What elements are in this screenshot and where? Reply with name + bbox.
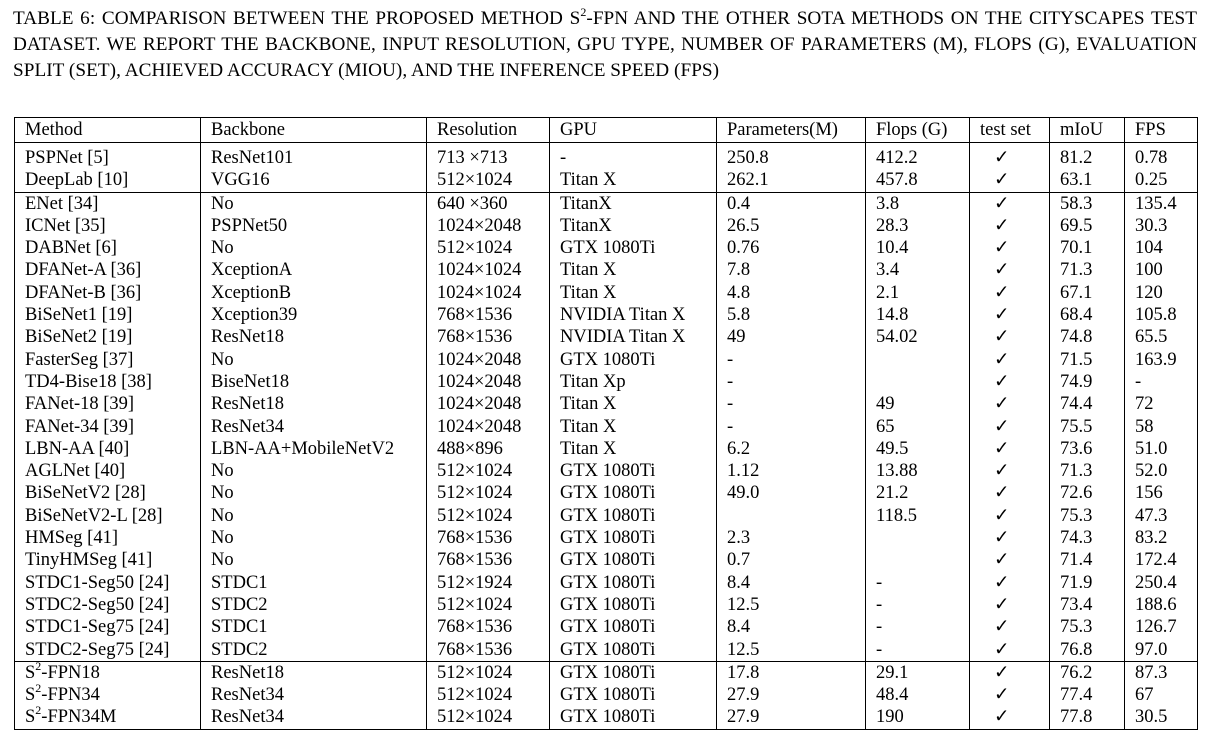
cell-gpu: GTX 1080Ti <box>550 616 717 638</box>
cell-flops: 412.2 <box>866 143 970 170</box>
cell-parameters: - <box>717 371 866 393</box>
cell-resolution: 1024×2048 <box>427 215 550 237</box>
table-row <box>15 237 1198 259</box>
cell-flops: 54.02 <box>866 326 970 348</box>
cell-backbone: ResNet34 <box>201 416 427 438</box>
cell-miou: 81.2 <box>1050 143 1125 170</box>
cell-fps: 100 <box>1125 259 1198 281</box>
table-row <box>15 706 1198 729</box>
cell-backbone: PSPNet50 <box>201 215 427 237</box>
cell-gpu: GTX 1080Ti <box>550 349 717 371</box>
cell-test-set: ✓ <box>970 438 1050 460</box>
cell-fps: 120 <box>1125 282 1198 304</box>
cell-resolution: 512×1024 <box>427 460 550 482</box>
method-superscript: 2 <box>35 658 42 673</box>
cell-method: STDC1-Seg50 [24] <box>15 572 201 594</box>
cell-miou: 75.3 <box>1050 505 1125 527</box>
cell-gpu: GTX 1080Ti <box>550 549 717 571</box>
cell-test-set: ✓ <box>970 143 1050 170</box>
cell-method: DABNet [6] <box>15 237 201 259</box>
cell-method: DFANet-A [36] <box>15 259 201 281</box>
cell-gpu: NVIDIA Titan X <box>550 304 717 326</box>
table-row <box>15 460 1198 482</box>
cell-backbone: ResNet18 <box>201 326 427 348</box>
cell-method: BiSeNetV2 [28] <box>15 482 201 504</box>
col-header-method: Method <box>15 118 201 143</box>
table-row <box>15 616 1198 638</box>
table-row <box>15 549 1198 571</box>
cell-miou: 76.2 <box>1050 661 1125 684</box>
cell-method: BiSeNet1 [19] <box>15 304 201 326</box>
cell-method: PSPNet [5] <box>15 143 201 170</box>
cell-flops <box>866 349 970 371</box>
cell-miou: 71.9 <box>1050 572 1125 594</box>
cell-flops: 65 <box>866 416 970 438</box>
cell-test-set: ✓ <box>970 304 1050 326</box>
table-row <box>15 215 1198 237</box>
table-row <box>15 572 1198 594</box>
cell-parameters: 4.8 <box>717 282 866 304</box>
cell-parameters: 27.9 <box>717 706 866 729</box>
cell-miou: 67.1 <box>1050 282 1125 304</box>
cell-resolution: 713 ×713 <box>427 143 550 170</box>
table-row <box>15 169 1198 192</box>
cell-flops: 49 <box>866 393 970 415</box>
cell-parameters: 5.8 <box>717 304 866 326</box>
cell-miou: 71.4 <box>1050 549 1125 571</box>
cell-miou: 77.8 <box>1050 706 1125 729</box>
cell-method: ENet [34] <box>15 192 201 215</box>
cell-gpu: GTX 1080Ti <box>550 460 717 482</box>
cell-backbone: No <box>201 482 427 504</box>
table-row <box>15 661 1198 684</box>
cell-method: TD4-Bise18 [38] <box>15 371 201 393</box>
cell-miou: 76.8 <box>1050 639 1125 662</box>
cell-resolution: 768×1536 <box>427 304 550 326</box>
cell-parameters: 26.5 <box>717 215 866 237</box>
caption-text-start: TABLE 6: COMPARISON BETWEEN THE PROPOSED METHOD S <box>13 8 581 29</box>
cell-backbone: VGG16 <box>201 169 427 192</box>
cell-test-set: ✓ <box>970 527 1050 549</box>
col-header-flops: Flops (G) <box>866 118 970 143</box>
cell-gpu: GTX 1080Ti <box>550 527 717 549</box>
cell-miou: 71.3 <box>1050 460 1125 482</box>
cell-backbone: No <box>201 192 427 215</box>
cell-method: FANet-18 [39] <box>15 393 201 415</box>
cell-fps: 250.4 <box>1125 572 1198 594</box>
cell-gpu: GTX 1080Ti <box>550 482 717 504</box>
cell-gpu: Titan X <box>550 416 717 438</box>
cell-gpu: Titan X <box>550 259 717 281</box>
cell-gpu: - <box>550 143 717 170</box>
cell-fps: 105.8 <box>1125 304 1198 326</box>
cell-resolution: 1024×1024 <box>427 282 550 304</box>
cell-resolution: 512×1024 <box>427 505 550 527</box>
cell-backbone: LBN-AA+MobileNetV2 <box>201 438 427 460</box>
cell-gpu: GTX 1080Ti <box>550 237 717 259</box>
cell-gpu: GTX 1080Ti <box>550 706 717 729</box>
table-header-row <box>15 118 1198 143</box>
comparison-table <box>14 117 1198 730</box>
table-row <box>15 416 1198 438</box>
cell-backbone: STDC2 <box>201 639 427 662</box>
cell-test-set: ✓ <box>970 549 1050 571</box>
cell-method: STDC2-Seg50 [24] <box>15 594 201 616</box>
cell-flops: 21.2 <box>866 482 970 504</box>
cell-miou: 72.6 <box>1050 482 1125 504</box>
cell-parameters: 7.8 <box>717 259 866 281</box>
cell-flops: 49.5 <box>866 438 970 460</box>
cell-flops: 48.4 <box>866 684 970 706</box>
caption-superscript: 2 <box>580 4 587 19</box>
cell-backbone: XceptionA <box>201 259 427 281</box>
cell-fps: 67 <box>1125 684 1198 706</box>
cell-test-set: ✓ <box>970 639 1050 662</box>
cell-fps: 65.5 <box>1125 326 1198 348</box>
cell-test-set: ✓ <box>970 616 1050 638</box>
cell-method: DeepLab [10] <box>15 169 201 192</box>
cell-resolution: 512×1024 <box>427 661 550 684</box>
table-row <box>15 282 1198 304</box>
table-body <box>15 143 1198 730</box>
cell-resolution: 768×1536 <box>427 326 550 348</box>
cell-flops: 13.88 <box>866 460 970 482</box>
cell-backbone: No <box>201 505 427 527</box>
cell-parameters: 250.8 <box>717 143 866 170</box>
cell-resolution: 512×1024 <box>427 594 550 616</box>
table-row <box>15 594 1198 616</box>
cell-miou: 73.4 <box>1050 594 1125 616</box>
table-row <box>15 684 1198 706</box>
cell-flops: 2.1 <box>866 282 970 304</box>
cell-fps: 156 <box>1125 482 1198 504</box>
cell-test-set: ✓ <box>970 169 1050 192</box>
cell-fps: 172.4 <box>1125 549 1198 571</box>
cell-backbone: ResNet34 <box>201 706 427 729</box>
cell-gpu: Titan X <box>550 282 717 304</box>
cell-resolution: 768×1536 <box>427 639 550 662</box>
cell-fps: 163.9 <box>1125 349 1198 371</box>
cell-fps: 0.25 <box>1125 169 1198 192</box>
cell-resolution: 640 ×360 <box>427 192 550 215</box>
cell-flops: - <box>866 594 970 616</box>
cell-test-set: ✓ <box>970 482 1050 504</box>
cell-resolution: 512×1024 <box>427 706 550 729</box>
col-header-parameters: Parameters(M) <box>717 118 866 143</box>
cell-gpu: GTX 1080Ti <box>550 639 717 662</box>
cell-flops: - <box>866 616 970 638</box>
cell-method: AGLNet [40] <box>15 460 201 482</box>
cell-backbone: No <box>201 549 427 571</box>
cell-test-set: ✓ <box>970 594 1050 616</box>
col-header-backbone: Backbone <box>201 118 427 143</box>
cell-flops: 14.8 <box>866 304 970 326</box>
cell-test-set: ✓ <box>970 349 1050 371</box>
table-row <box>15 438 1198 460</box>
cell-resolution: 1024×2048 <box>427 416 550 438</box>
cell-parameters: 8.4 <box>717 616 866 638</box>
cell-miou: 69.5 <box>1050 215 1125 237</box>
table-row <box>15 192 1198 215</box>
cell-backbone: ResNet18 <box>201 661 427 684</box>
cell-flops: 3.4 <box>866 259 970 281</box>
cell-method: STDC2-Seg75 [24] <box>15 639 201 662</box>
cell-test-set: ✓ <box>970 259 1050 281</box>
cell-flops <box>866 527 970 549</box>
cell-parameters: 12.5 <box>717 594 866 616</box>
cell-method: $S^2-FPN34M$ <box>15 706 201 729</box>
cell-backbone: BiseNet18 <box>201 371 427 393</box>
cell-fps: 87.3 <box>1125 661 1198 684</box>
cell-gpu: TitanX <box>550 192 717 215</box>
cell-backbone: No <box>201 349 427 371</box>
cell-test-set: ✓ <box>970 393 1050 415</box>
cell-backbone: XceptionB <box>201 282 427 304</box>
cell-miou: 75.3 <box>1050 616 1125 638</box>
cell-miou: 70.1 <box>1050 237 1125 259</box>
cell-method: $S^2-FPN34$ <box>15 684 201 706</box>
cell-fps: 52.0 <box>1125 460 1198 482</box>
cell-miou: 71.5 <box>1050 349 1125 371</box>
cell-backbone: Xception39 <box>201 304 427 326</box>
cell-method: FasterSeg [37] <box>15 349 201 371</box>
cell-resolution: 768×1536 <box>427 527 550 549</box>
cell-test-set: ✓ <box>970 371 1050 393</box>
cell-flops: 457.8 <box>866 169 970 192</box>
cell-miou: 58.3 <box>1050 192 1125 215</box>
cell-test-set: ✓ <box>970 505 1050 527</box>
cell-flops: - <box>866 639 970 662</box>
cell-test-set: ✓ <box>970 237 1050 259</box>
cell-fps: 135.4 <box>1125 192 1198 215</box>
cell-fps: 97.0 <box>1125 639 1198 662</box>
col-header-test-set: test set <box>970 118 1050 143</box>
cell-method: HMSeg [41] <box>15 527 201 549</box>
col-header-fps: FPS <box>1125 118 1198 143</box>
cell-miou: 68.4 <box>1050 304 1125 326</box>
cell-fps: 188.6 <box>1125 594 1198 616</box>
cell-flops: 28.3 <box>866 215 970 237</box>
cell-parameters: 0.76 <box>717 237 866 259</box>
table-row <box>15 371 1198 393</box>
cell-parameters: 0.7 <box>717 549 866 571</box>
cell-parameters: 1.12 <box>717 460 866 482</box>
cell-method: DFANet-B [36] <box>15 282 201 304</box>
cell-miou: 71.3 <box>1050 259 1125 281</box>
cell-flops: - <box>866 572 970 594</box>
cell-fps: 30.5 <box>1125 706 1198 729</box>
cell-parameters: 8.4 <box>717 572 866 594</box>
cell-fps: 83.2 <box>1125 527 1198 549</box>
cell-gpu: GTX 1080Ti <box>550 684 717 706</box>
cell-fps: 30.3 <box>1125 215 1198 237</box>
cell-resolution: 1024×2048 <box>427 393 550 415</box>
cell-backbone: No <box>201 237 427 259</box>
cell-miou: 63.1 <box>1050 169 1125 192</box>
cell-parameters: 0.4 <box>717 192 866 215</box>
cell-backbone: No <box>201 527 427 549</box>
table-row <box>15 482 1198 504</box>
cell-fps: 47.3 <box>1125 505 1198 527</box>
cell-flops: 190 <box>866 706 970 729</box>
cell-gpu: TitanX <box>550 215 717 237</box>
cell-gpu: Titan X <box>550 438 717 460</box>
cell-resolution: 512×1024 <box>427 482 550 504</box>
cell-fps: - <box>1125 371 1198 393</box>
cell-gpu: Titan Xp <box>550 371 717 393</box>
cell-backbone: STDC1 <box>201 616 427 638</box>
cell-backbone: ResNet101 <box>201 143 427 170</box>
cell-gpu: Titan X <box>550 393 717 415</box>
cell-gpu: Titan X <box>550 169 717 192</box>
cell-resolution: 1024×1024 <box>427 259 550 281</box>
cell-miou: 73.6 <box>1050 438 1125 460</box>
cell-resolution: 1024×2048 <box>427 371 550 393</box>
cell-parameters: 6.2 <box>717 438 866 460</box>
cell-method: $S^2-FPN18$ <box>15 661 201 684</box>
cell-fps: 58 <box>1125 416 1198 438</box>
cell-gpu: GTX 1080Ti <box>550 661 717 684</box>
table-row <box>15 393 1198 415</box>
cell-gpu: GTX 1080Ti <box>550 572 717 594</box>
cell-parameters: 262.1 <box>717 169 866 192</box>
cell-method: ICNet [35] <box>15 215 201 237</box>
cell-flops: 3.8 <box>866 192 970 215</box>
cell-fps: 72 <box>1125 393 1198 415</box>
table-row <box>15 143 1198 170</box>
table-row <box>15 304 1198 326</box>
cell-miou: 74.8 <box>1050 326 1125 348</box>
table-row <box>15 639 1198 662</box>
cell-flops: 118.5 <box>866 505 970 527</box>
cell-parameters: 49 <box>717 326 866 348</box>
cell-test-set: ✓ <box>970 215 1050 237</box>
caption-text-end: -FPN AND THE OTHER SOTA METHODS ON THE CITYSCAPES TEST DATASET. WE REPORT THE BACKBONE, INPUT RESOLUTION, GPU TYPE, NUMBER OF PARAMETERS (M), FLOPS (G), EVALUATION SPLIT (SET), ACHIEVED ACCURACY (MIOU), AND THE INFERENCE SPEED (FPS) <box>13 8 1197 81</box>
table-row <box>15 349 1198 371</box>
cell-miou: 75.5 <box>1050 416 1125 438</box>
cell-parameters: - <box>717 393 866 415</box>
cell-parameters: 17.8 <box>717 661 866 684</box>
cell-test-set: ✓ <box>970 684 1050 706</box>
cell-test-set: ✓ <box>970 326 1050 348</box>
cell-method: TinyHMSeg [41] <box>15 549 201 571</box>
col-header-gpu: GPU <box>550 118 717 143</box>
cell-resolution: 512×1024 <box>427 237 550 259</box>
cell-test-set: ✓ <box>970 192 1050 215</box>
cell-backbone: No <box>201 460 427 482</box>
cell-method: STDC1-Seg75 [24] <box>15 616 201 638</box>
table-caption <box>13 6 1197 84</box>
cell-backbone: STDC1 <box>201 572 427 594</box>
cell-test-set: ✓ <box>970 460 1050 482</box>
cell-parameters: 27.9 <box>717 684 866 706</box>
cell-parameters: 2.3 <box>717 527 866 549</box>
cell-miou: 74.4 <box>1050 393 1125 415</box>
cell-miou: 74.3 <box>1050 527 1125 549</box>
cell-fps: 51.0 <box>1125 438 1198 460</box>
cell-test-set: ✓ <box>970 282 1050 304</box>
cell-fps: 104 <box>1125 237 1198 259</box>
cell-gpu: GTX 1080Ti <box>550 594 717 616</box>
cell-test-set: ✓ <box>970 572 1050 594</box>
cell-test-set: ✓ <box>970 416 1050 438</box>
cell-flops: 29.1 <box>866 661 970 684</box>
cell-resolution: 512×1024 <box>427 684 550 706</box>
cell-method: LBN-AA [40] <box>15 438 201 460</box>
cell-flops <box>866 549 970 571</box>
cell-parameters: 49.0 <box>717 482 866 504</box>
cell-backbone: ResNet34 <box>201 684 427 706</box>
cell-miou: 77.4 <box>1050 684 1125 706</box>
cell-backbone: STDC2 <box>201 594 427 616</box>
cell-resolution: 512×1924 <box>427 572 550 594</box>
table-row <box>15 259 1198 281</box>
cell-method: BiSeNet2 [19] <box>15 326 201 348</box>
cell-flops: 10.4 <box>866 237 970 259</box>
cell-resolution: 488×896 <box>427 438 550 460</box>
cell-resolution: 512×1024 <box>427 169 550 192</box>
method-superscript: 2 <box>35 680 42 695</box>
cell-method: FANet-34 [39] <box>15 416 201 438</box>
cell-flops <box>866 371 970 393</box>
cell-resolution: 1024×2048 <box>427 349 550 371</box>
table-row <box>15 505 1198 527</box>
cell-method: BiSeNetV2-L [28] <box>15 505 201 527</box>
cell-miou: 74.9 <box>1050 371 1125 393</box>
col-header-resolution: Resolution <box>427 118 550 143</box>
cell-resolution: 768×1536 <box>427 616 550 638</box>
col-header-miou: mIoU <box>1050 118 1125 143</box>
cell-resolution: 768×1536 <box>427 549 550 571</box>
cell-test-set: ✓ <box>970 706 1050 729</box>
cell-parameters: - <box>717 349 866 371</box>
cell-gpu: NVIDIA Titan X <box>550 326 717 348</box>
cell-parameters <box>717 505 866 527</box>
table-row <box>15 326 1198 348</box>
method-superscript: 2 <box>35 703 42 718</box>
table-row <box>15 527 1198 549</box>
cell-fps: 0.78 <box>1125 143 1198 170</box>
cell-parameters: - <box>717 416 866 438</box>
cell-gpu: GTX 1080Ti <box>550 505 717 527</box>
cell-fps: 126.7 <box>1125 616 1198 638</box>
cell-backbone: ResNet18 <box>201 393 427 415</box>
cell-parameters: 12.5 <box>717 639 866 662</box>
cell-test-set: ✓ <box>970 661 1050 684</box>
